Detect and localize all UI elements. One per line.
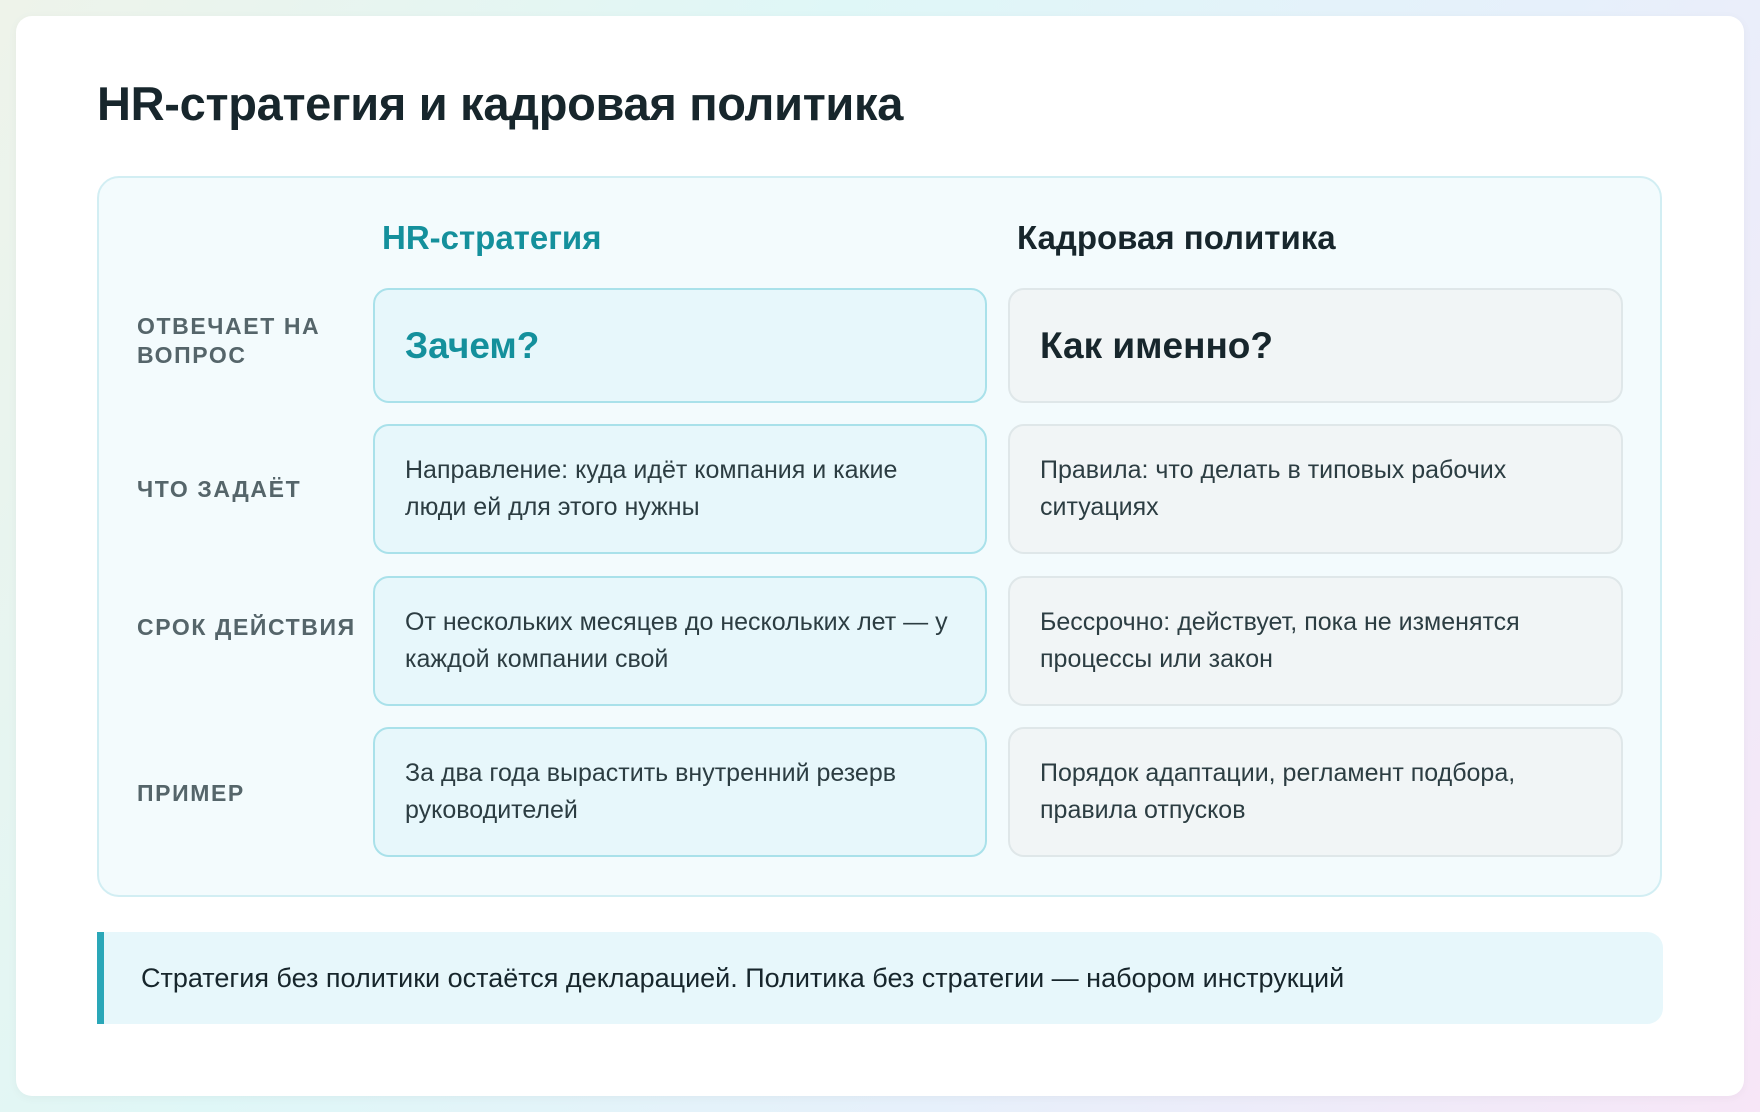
page-title: HR-стратегия и кадровая политика [97, 77, 904, 130]
cell-hr-question: Зачем? [373, 288, 987, 403]
cell-policy-question: Как именно? [1008, 288, 1623, 403]
column-header-hr-policy: Кадровая политика [1017, 219, 1336, 256]
cell-hr-sets: Направление: куда идёт компания и какие люди ей для этого нужны [373, 424, 987, 554]
cell-hr-example: За два года вырастить внутренний резерв руководителей [373, 727, 987, 857]
column-header-hr-strategy: HR-стратегия [382, 219, 602, 256]
row-label-sets: ЧТО ЗАДАЁТ [137, 476, 302, 502]
row-label-duration: СРОК ДЕЙСТВИЯ [137, 614, 356, 640]
cell-hr-duration: От нескольких месяцев до нескольких лет — у каждой компании свой [373, 576, 987, 706]
row-label-example: ПРИМЕР [137, 780, 245, 806]
summary-note: Стратегия без политики остаётся декларацией. Политика без стратегии — набором инструкций [97, 932, 1663, 1024]
row-label-question: ОТВЕЧАЕТ НА ВОПРОС [137, 313, 321, 368]
cell-policy-example: Порядок адаптации, регламент подбора, правила отпусков [1008, 727, 1623, 857]
cell-policy-duration: Бессрочно: действует, пока не изменятся процессы или закон [1008, 576, 1623, 706]
cell-policy-sets: Правила: что делать в типовых рабочих ситуациях [1008, 424, 1623, 554]
